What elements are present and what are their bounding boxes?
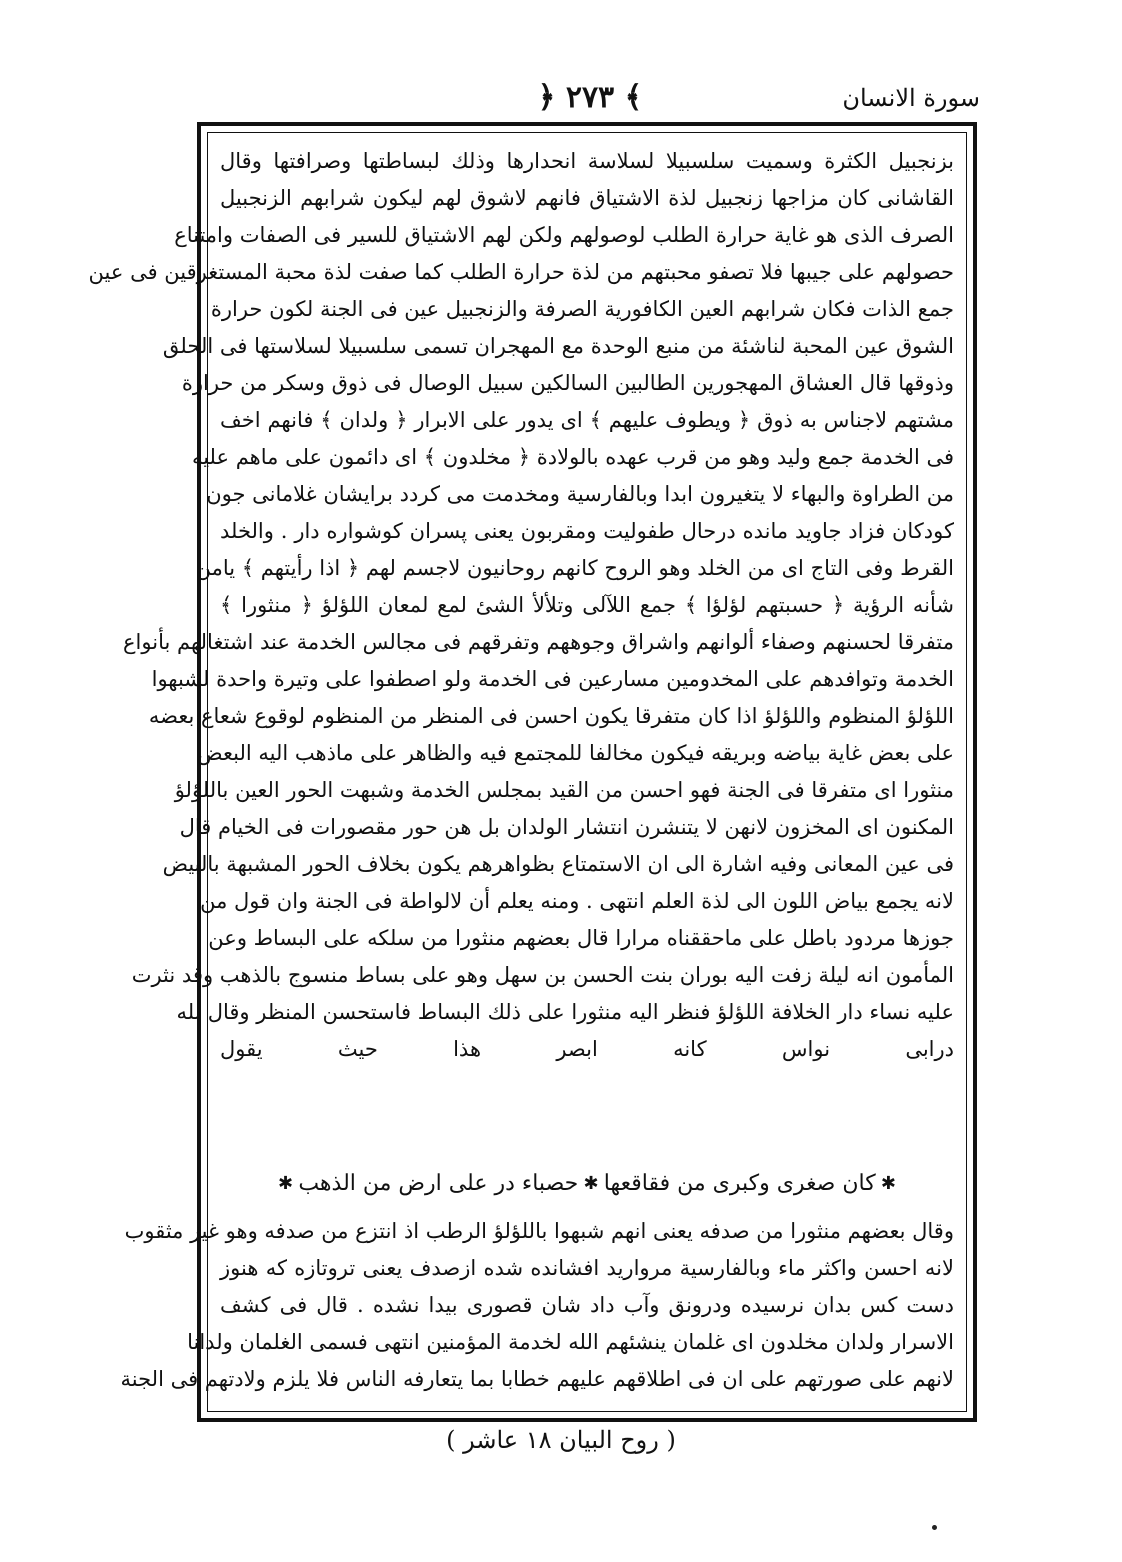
text-line: المأمون انه ليلة زفت اليه بوران بنت الحسن بن سهل وهو على بساط منسوج بالذهب وقد نثرت — [131, 963, 954, 987]
text-line: اللؤلؤ المنظوم واللؤلؤ اذا كان متفرقا يكون احسن فى المنظر من المنظوم لوقوع شعاع بعضه — [148, 704, 954, 728]
text-line: القاشانى كان مزاجها زنجبيل لذة الاشتياق فانهم لاشوق لهم ليكون شرابهم الزنجبيل — [220, 186, 954, 210]
text-line: شأنه الرؤية ﴿ حسبتهم لؤلؤا ﴾ جمع اللآلى وتلألأ الشئ لمع لمعان اللؤلؤ ﴿ منثورا ﴾ — [220, 593, 954, 617]
stray-dot — [932, 1525, 937, 1530]
text-line: مشتهم لاجناس به ذوق ﴿ ويطوف عليهم ﴾ اى يدور على الابرار ﴿ ولدان ﴾ فانهم اخف — [220, 408, 954, 432]
star-ornament-right: ✱ — [880, 1172, 896, 1194]
text-line: وذوقها قال العشاق المهجورين الطالبين السالكين سبيل الوصال فى ذوق وسكر من حرارة — [181, 371, 954, 395]
text-line: عليه نساء دار الخلافة اللؤلؤ فنظر اليه منثورا على ذلك البساط فاستحسن المنظر وقال لله — [176, 1000, 954, 1024]
commentary-text-top — [88, 143, 954, 1068]
page-header — [200, 80, 980, 120]
text-line: القرط وفى التاج اى من الخلد وهو الروح كانهم روحانيون لاجسم لهم ﴿ اذا رأيتهم ﴾ يامن — [195, 556, 954, 580]
text-line: المكنون اى المخزون لانهن لا يتنشرن انتشار الولدان بل هن حور مقصورات فى الخيام قال — [179, 815, 954, 839]
text-line: جمع الذات فكان شرابهم العين الكافورية الصرفة والزنجبيل عين فى الجنة لكون حرارة — [210, 297, 954, 321]
text-line: على بعض غاية بياضه وبريقه فيكون مخالفا للمجتمع فيه والظاهر على ماذهب اليه البعض — [197, 741, 954, 765]
text-line: متفرقا لحسنهم وصفاء ألوانهم واشراق وجوههم وتفرقهم فى مجالس الخدمة عند اشتغالهم بأنواع — [123, 630, 954, 654]
text-frame-inner — [88, 132, 967, 1412]
text-line: لانه احسن واكثر ماء وبالفارسية مرواريد افشانده شده ازصدف يعنى تروتازه كه هنوز — [220, 1256, 954, 1280]
text-line: من الطراوة والبهاء لا يتغيرون ابدا وبالفارسية ومخدمت مى كردد برايشان غلامانى جون — [206, 482, 954, 506]
text-line: درابى نواس كانه ابصر هذا حيث يقول — [220, 1037, 954, 1061]
text-line: الشوق عين المحبة لناشئة من منبع الوحدة مع المهجران تسمى سلسبيلا لسلاستها فى الحلق — [162, 334, 954, 358]
text-line: حصولهم على جيبها فلا تصفو محبتهم من لذة حرارة الطلب كما صفت لذة محبة المستغرقين فى عين — [88, 260, 954, 284]
poetry-verse — [278, 1163, 896, 1203]
commentary-text-bottom — [120, 1213, 954, 1398]
verse-hemistich-2: حصباء در على ارض من الذهب — [298, 1170, 579, 1196]
star-ornament-left: ✱ — [278, 1172, 294, 1194]
text-line: منثورا اى متفرقا فى الجنة فهو احسن من القيد بمجلس الخدمة وشبهت الحور العين باللؤلؤ — [174, 778, 954, 802]
text-line: جوزها مردود باطل على ماحققناه مرارا قال بعضهم منثورا من سلكه على البساط وعن — [208, 926, 954, 950]
verse-hemistich-1: كان صغرى وكبرى من فقاقعها — [603, 1170, 876, 1196]
text-line: بزنجبيل الكثرة وسميت سلسبيلا لسلاسة انحدارها وذلك لبساطتها وصرافتها وقال — [220, 149, 954, 173]
text-line: الصرف الذى هو غاية حرارة الطلب لوصولهم ولكن لهم الاشتياق للسير فى الصفات وامتناع — [174, 223, 954, 247]
text-line: الخدمة وتوافدهم على المخدومين مسارعين فى الخدمة ولو اصطفوا على وتيرة واحدة لشبهوا — [151, 667, 954, 691]
text-line: وقال بعضهم منثورا من صدفه يعنى انهم شبهوا باللؤلؤ الرطب اذ انتزع من صدفه وهو غير مثقوب — [124, 1219, 954, 1243]
text-line: لانه يجمع بياض اللون الى لذة العلم انتهى . ومنه يعلم أن لالواطة فى الجنة وان قول من — [200, 889, 954, 913]
text-line: كودكان فزاد جاويد مانده درحال طفوليت ومقربون يعنى پسران كوشواره دار . والخلد — [220, 519, 954, 543]
text-line: فى الخدمة جمع وليد وهو من قرب عهده بالولادة ﴿ مخلدون ﴾ اى دائمون على ماهم عليه — [191, 445, 954, 469]
text-line: الاسرار ولدان مخلدون اى غلمان ينشئهم الله لخدمة المؤمنين انتهى فسمى الغلمان ولدانا — [187, 1330, 954, 1354]
text-line: لانهم على صورتهم على ان فى اطلاقهم عليهم خطابا بما يتعارفه الناس فلا يلزم ولادتهم فى الجنة — [120, 1367, 954, 1391]
surah-name: سورة الانسان — [842, 84, 980, 112]
page-number: ﴿ ٢٧٣ ﴾ — [537, 80, 643, 115]
signature-mark: ( روح البيان ١٨ عاشر ) — [446, 1426, 676, 1454]
star-ornament-middle: ✱ — [583, 1172, 599, 1194]
text-line: فى عين المعانى وفيه اشارة الى ان الاستمتاع بظواهرهم يكون بخلاف الحور المشبهة بالبيض — [162, 852, 954, 876]
text-line: دست كس بدان نرسيده ودرونق وآب داد شان قصورى بيدا نشده . قال فى كشف — [220, 1293, 954, 1317]
text-frame — [88, 122, 977, 1422]
